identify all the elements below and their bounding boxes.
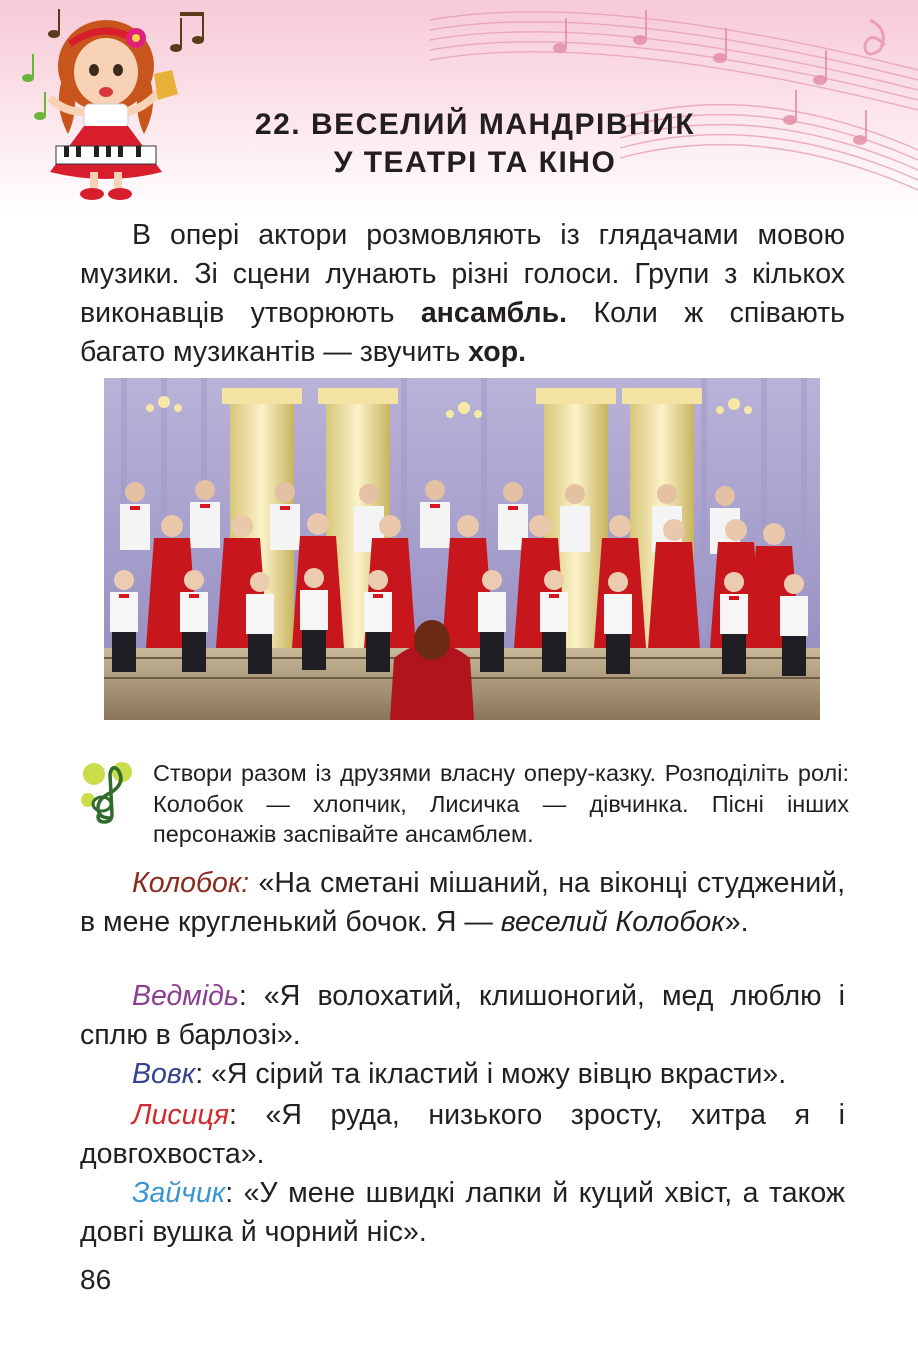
- dialogue-vovk: [80, 1055, 845, 1094]
- line-zaichyk: : «У мене швидкі лапки й куций хвіст, а також довгі вушка й чорний ніс».: [80, 1177, 845, 1248]
- treble-clef-notes-icon: [80, 758, 136, 824]
- line-kolobok-tail: ».: [724, 906, 749, 938]
- singing-girl-mascot-icon: [14, 4, 224, 204]
- title-line-1: 22. ВЕСЕЛИЙ МАНДРІВНИК: [254, 108, 696, 141]
- term-choir: хор.: [468, 336, 527, 368]
- title-line-2: У ТЕАТРІ ТА КІНО: [333, 146, 617, 179]
- line-vedmid: : «Я волохатий, клишоногий, мед люблю і сплю в барлозі».: [80, 980, 845, 1051]
- task-block: [80, 758, 850, 858]
- speaker-lysytsia: Лисиця: [132, 1099, 230, 1131]
- speaker-kolobok: Колобок:: [132, 867, 250, 899]
- dialogue-vedmid: [80, 977, 845, 1055]
- line-kolobok-italic: веселий Колобок: [500, 906, 725, 938]
- term-ensemble: ансамбль.: [420, 297, 568, 329]
- dialogue-zaichyk: [80, 1174, 845, 1252]
- page-title: [230, 106, 720, 182]
- page-number: 86: [80, 1264, 112, 1295]
- speaker-vovk: Вовк: [132, 1058, 196, 1090]
- dialogue-kolobok: [80, 864, 845, 942]
- line-kolobok: «На сметані мішаний, на віконці студжений, в мене кругленький бочок. Я —: [80, 867, 845, 938]
- intro-text-2: Коли ж співають багато музикантів — звучить: [80, 297, 845, 368]
- dialogue-lysytsia: [80, 1096, 845, 1174]
- choir-illustration: [104, 378, 820, 720]
- line-lysytsia: : «Я руда, низького зросту, хитра я і довгохвоста».: [80, 1099, 845, 1170]
- intro-paragraph: [80, 216, 845, 372]
- speaker-zaichyk: Зайчик: [132, 1177, 226, 1209]
- task-text: Створи разом із друзями власну оперу-казку. Розподіліть ролі: Колобок — хлопчик, Лисичка — дівчинка. Пісні інших персонажів заспівайте ансамблем.: [153, 760, 849, 847]
- line-vovk: : «Я сірий та ікластий і можу вівцю вкрасти».: [195, 1058, 787, 1090]
- speaker-vedmid: Ведмідь: [132, 980, 239, 1012]
- choir-photo: [104, 378, 820, 720]
- intro-text-1: В опері актори розмовляють із глядачами мовою музики. Зі сцени лунають різні голоси. Групи з кількох виконавців утворюють: [80, 219, 845, 329]
